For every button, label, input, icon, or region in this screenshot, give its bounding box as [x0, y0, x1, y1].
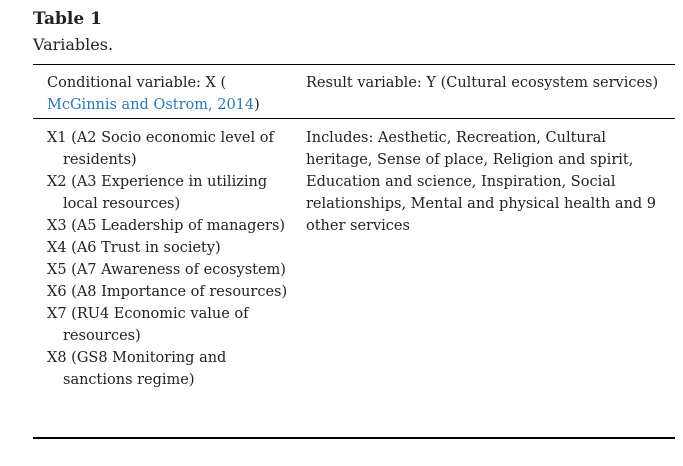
header-left-prefix: Conditional variable: X ( — [47, 75, 227, 91]
variable-item: X8 (GS8 Monitoring and sanctions regime) — [47, 350, 227, 388]
header-left-suffix: ) — [254, 97, 260, 113]
variable-item: X3 (A5 Leadership of managers) — [47, 218, 286, 234]
variable-item: X6 (A8 Importance of resources) — [47, 284, 288, 300]
table-title: Table 1 — [33, 9, 102, 29]
variable-item: X1 (A2 Socio economic level of residents) — [47, 130, 274, 168]
header-rule — [33, 118, 675, 119]
citation-link[interactable]: McGinnis and Ostrom, 2014 — [47, 97, 255, 113]
bottom-rule — [33, 437, 675, 439]
variable-item: X4 (A6 Trust in society) — [47, 240, 221, 256]
conditional-variable-list — [47, 127, 297, 391]
top-rule — [33, 64, 675, 65]
header-conditional-variable — [47, 72, 297, 116]
variable-item: X2 (A3 Experience in utilizing local resources) — [47, 174, 268, 212]
variable-item: X7 (RU4 Economic value of resources) — [47, 306, 249, 344]
variable-item: X5 (A7 Awareness of ecosystem) — [47, 262, 286, 278]
header-result-variable: Result variable: Y (Cultural ecosystem services) — [306, 75, 659, 91]
table-caption: Variables. — [33, 35, 114, 54]
result-variable-description: Includes: Aesthetic, Recreation, Cultural heritage, Sense of place, Religion and spirit, Education and science, Inspiration, Social relationships, Mental and physical health and 9 other services — [306, 130, 657, 234]
